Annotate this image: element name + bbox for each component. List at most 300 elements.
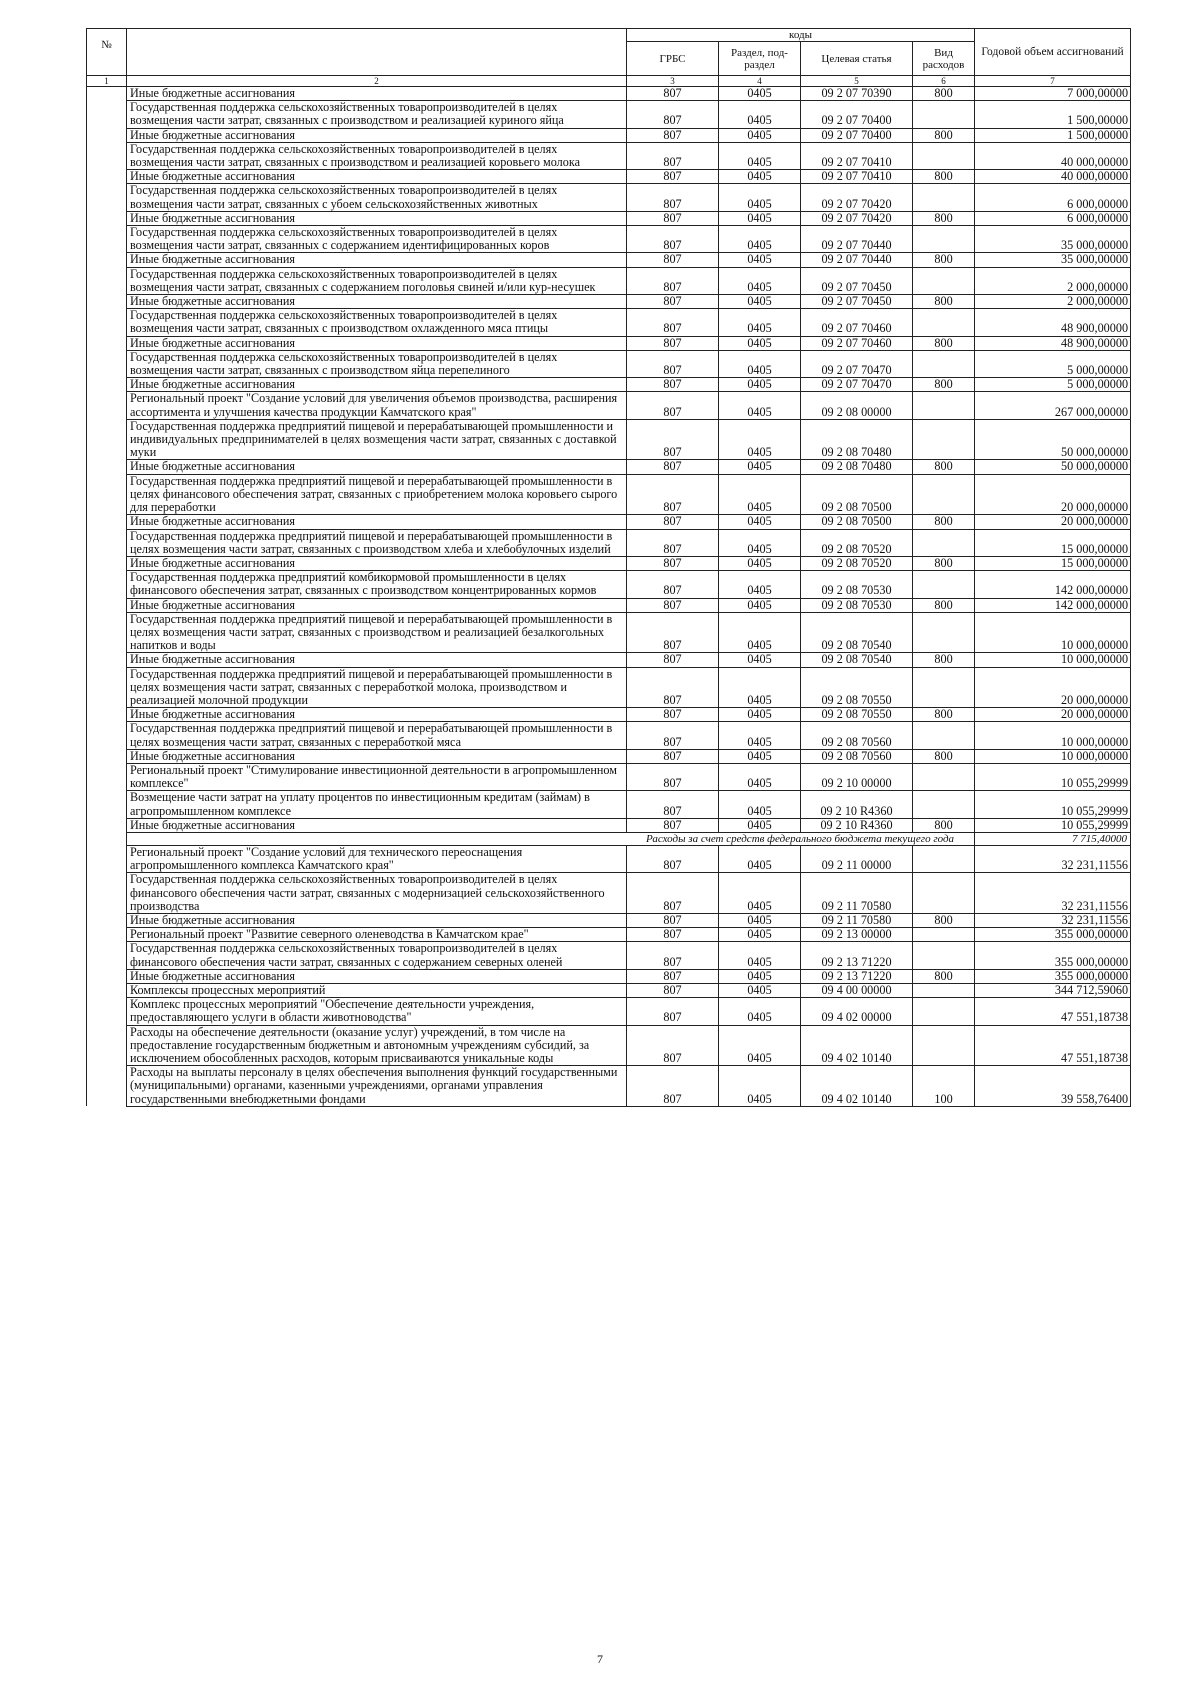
row-name: Иные бюджетные ассигнования	[127, 818, 627, 832]
row-razdel: 0405	[719, 571, 801, 598]
row-grbs: 807	[627, 791, 719, 818]
row-number-cell	[87, 1025, 127, 1066]
row-vid: 800	[913, 128, 975, 142]
row-vid	[913, 1025, 975, 1066]
row-amount: 40 000,00000	[975, 142, 1131, 169]
table-row	[87, 791, 1131, 818]
row-number-cell	[87, 392, 127, 419]
row-amount: 40 000,00000	[975, 170, 1131, 184]
row-amount: 35 000,00000	[975, 226, 1131, 253]
table-row	[87, 128, 1131, 142]
row-name: Иные бюджетные ассигнования	[127, 749, 627, 763]
row-vid	[913, 791, 975, 818]
row-amount: 50 000,00000	[975, 460, 1131, 474]
row-target: 09 2 07 70400	[801, 128, 913, 142]
row-number-cell	[87, 763, 127, 790]
row-name: Государственная поддержка предприятий пищевой и перерабатывающей промышленности в целях возмещения части затрат, связанных с производством хлеба и хлебобулочных изделий	[127, 529, 627, 556]
row-target: 09 2 07 70420	[801, 211, 913, 225]
row-razdel: 0405	[719, 1025, 801, 1066]
table-row	[87, 942, 1131, 969]
row-name: Комплексы процессных мероприятий	[127, 984, 627, 998]
row-name: Государственная поддержка предприятий пищевой и перерабатывающей промышленности в целях возмещения части затрат, связанных с переработкой мяса	[127, 722, 627, 749]
row-number-cell	[87, 942, 127, 969]
row-grbs: 807	[627, 969, 719, 983]
row-number-cell	[87, 556, 127, 570]
row-name: Государственная поддержка предприятий пищевой и перерабатывающей промышленности в целях финансового обеспечения затрат, связанных с приобретением молока коровьего сырого для переработки	[127, 474, 627, 515]
row-razdel: 0405	[719, 101, 801, 128]
column-numbers-row	[87, 76, 1131, 87]
table-row	[87, 474, 1131, 515]
row-name: Иные бюджетные ассигнования	[127, 708, 627, 722]
table-row	[87, 87, 1131, 101]
row-name: Государственная поддержка сельскохозяйственных товаропроизводителей в целях возмещения части затрат, связанных с содержанием поголовья свиней и/или кур-несушек	[127, 267, 627, 294]
row-target: 09 2 08 70480	[801, 460, 913, 474]
row-amount: 355 000,00000	[975, 969, 1131, 983]
row-vid	[913, 474, 975, 515]
row-vid	[913, 763, 975, 790]
table-row	[87, 1066, 1131, 1107]
row-amount: 7 000,00000	[975, 87, 1131, 101]
row-razdel: 0405	[719, 295, 801, 309]
row-number-cell	[87, 211, 127, 225]
row-vid: 800	[913, 515, 975, 529]
row-name: Государственная поддержка сельскохозяйственных товаропроизводителей в целях возмещения части затрат, связанных с производством охлажденного мяса птицы	[127, 309, 627, 336]
row-amount: 1 500,00000	[975, 101, 1131, 128]
row-number-cell	[87, 184, 127, 211]
row-name: Государственная поддержка предприятий пищевой и перерабатывающей промышленности и индивидуальных предпринимателей в целях возмещения части затрат, связанных с доставкой муки	[127, 419, 627, 460]
row-target: 09 2 11 70580	[801, 913, 913, 927]
row-vid	[913, 722, 975, 749]
row-razdel: 0405	[719, 708, 801, 722]
row-grbs: 807	[627, 515, 719, 529]
row-number-cell	[87, 612, 127, 653]
row-target: 09 2 10 00000	[801, 763, 913, 790]
row-grbs: 807	[627, 336, 719, 350]
table-row	[87, 226, 1131, 253]
row-vid	[913, 873, 975, 914]
row-razdel: 0405	[719, 226, 801, 253]
table-row	[87, 571, 1131, 598]
row-target: 09 4 02 10140	[801, 1025, 913, 1066]
row-razdel: 0405	[719, 128, 801, 142]
row-number-cell	[87, 928, 127, 942]
row-razdel: 0405	[719, 598, 801, 612]
row-name: Расходы на обеспечение деятельности (оказание услуг) учреждений, в том числе на предоставление государственным бюджетным и автономным учреждениям субсидий, за исключением обособленных расходов, которым присваиваются уникальные коды	[127, 1025, 627, 1066]
row-amount: 20 000,00000	[975, 708, 1131, 722]
row-target: 09 2 07 70450	[801, 267, 913, 294]
row-razdel: 0405	[719, 392, 801, 419]
row-grbs: 807	[627, 928, 719, 942]
row-razdel: 0405	[719, 556, 801, 570]
row-number-cell	[87, 309, 127, 336]
row-grbs: 807	[627, 170, 719, 184]
colnum-7: 7	[975, 76, 1131, 87]
row-grbs: 807	[627, 942, 719, 969]
row-vid: 800	[913, 378, 975, 392]
row-vid	[913, 942, 975, 969]
row-razdel: 0405	[719, 474, 801, 515]
row-target: 09 2 07 70470	[801, 378, 913, 392]
row-razdel: 0405	[719, 845, 801, 872]
table-row	[87, 998, 1131, 1025]
row-amount: 47 551,18738	[975, 998, 1131, 1025]
row-grbs: 807	[627, 142, 719, 169]
table-row	[87, 378, 1131, 392]
row-number-cell	[87, 653, 127, 667]
row-grbs: 807	[627, 378, 719, 392]
row-vid	[913, 142, 975, 169]
row-razdel: 0405	[719, 529, 801, 556]
row-grbs: 807	[627, 913, 719, 927]
row-name: Возмещение части затрат на уплату процентов по инвестиционным кредитам (займам) в агропромышленном комплексе	[127, 791, 627, 818]
row-grbs: 807	[627, 763, 719, 790]
row-name: Иные бюджетные ассигнования	[127, 128, 627, 142]
table-row	[87, 460, 1131, 474]
row-razdel: 0405	[719, 142, 801, 169]
row-target: 09 2 07 70390	[801, 87, 913, 101]
row-target: 09 2 07 70450	[801, 295, 913, 309]
row-amount: 10 000,00000	[975, 612, 1131, 653]
row-amount: 2 000,00000	[975, 295, 1131, 309]
colnum-2: 2	[127, 76, 627, 87]
row-amount: 48 900,00000	[975, 336, 1131, 350]
row-vid: 800	[913, 708, 975, 722]
row-number-cell	[87, 460, 127, 474]
row-name: Региональный проект "Создание условий для технического переоснащения агропромышленного комплекса Камчатского края"	[127, 845, 627, 872]
row-grbs: 807	[627, 749, 719, 763]
row-name: Иные бюджетные ассигнования	[127, 87, 627, 101]
table-row	[87, 211, 1131, 225]
row-razdel: 0405	[719, 460, 801, 474]
row-target: 09 4 02 10140	[801, 1066, 913, 1107]
header-num: №	[87, 29, 127, 76]
row-vid	[913, 184, 975, 211]
row-amount: 15 000,00000	[975, 529, 1131, 556]
row-amount: 32 231,11556	[975, 845, 1131, 872]
row-grbs: 807	[627, 226, 719, 253]
row-grbs: 807	[627, 818, 719, 832]
row-target: 09 2 08 00000	[801, 392, 913, 419]
row-number-cell	[87, 1066, 127, 1107]
row-target: 09 2 07 70440	[801, 226, 913, 253]
row-number-cell	[87, 378, 127, 392]
table-row	[87, 612, 1131, 653]
row-number-cell	[87, 253, 127, 267]
row-razdel: 0405	[719, 350, 801, 377]
row-razdel: 0405	[719, 1066, 801, 1107]
row-razdel: 0405	[719, 998, 801, 1025]
row-target: 09 2 08 70520	[801, 556, 913, 570]
row-razdel: 0405	[719, 722, 801, 749]
row-number-cell	[87, 749, 127, 763]
row-grbs: 807	[627, 571, 719, 598]
row-target: 09 2 07 70410	[801, 170, 913, 184]
row-target: 09 4 00 00000	[801, 984, 913, 998]
row-grbs: 807	[627, 845, 719, 872]
row-vid: 800	[913, 295, 975, 309]
row-grbs: 807	[627, 653, 719, 667]
row-grbs: 807	[627, 1025, 719, 1066]
colnum-5: 5	[801, 76, 913, 87]
row-grbs: 807	[627, 295, 719, 309]
row-amount: 5 000,00000	[975, 350, 1131, 377]
row-amount: 32 231,11556	[975, 913, 1131, 927]
row-razdel: 0405	[719, 763, 801, 790]
row-number-cell	[87, 708, 127, 722]
row-grbs: 807	[627, 460, 719, 474]
row-vid	[913, 998, 975, 1025]
row-razdel: 0405	[719, 170, 801, 184]
header-codes: коды	[627, 29, 975, 42]
row-target: 09 2 10 R4360	[801, 818, 913, 832]
row-name: Региональный проект "Создание условий для увеличения объемов производства, расширения ассортимента и улучшения качества продукции Камчатского края"	[127, 392, 627, 419]
table-row	[87, 913, 1131, 927]
row-razdel: 0405	[719, 942, 801, 969]
row-razdel: 0405	[719, 87, 801, 101]
row-vid	[913, 845, 975, 872]
row-vid: 800	[913, 818, 975, 832]
budget-table-sheet	[86, 28, 1130, 1107]
row-target: 09 2 08 70530	[801, 571, 913, 598]
row-vid	[913, 392, 975, 419]
row-razdel: 0405	[719, 791, 801, 818]
row-vid	[913, 571, 975, 598]
table-row	[87, 350, 1131, 377]
table-row	[87, 267, 1131, 294]
note-label: Расходы за счет средств федерального бюджета текущего года	[127, 832, 975, 845]
row-name: Иные бюджетные ассигнования	[127, 378, 627, 392]
row-target: 09 2 11 00000	[801, 845, 913, 872]
row-grbs: 807	[627, 128, 719, 142]
row-vid	[913, 226, 975, 253]
row-target: 09 2 08 70500	[801, 515, 913, 529]
row-grbs: 807	[627, 984, 719, 998]
row-amount: 47 551,18738	[975, 1025, 1131, 1066]
row-grbs: 807	[627, 87, 719, 101]
row-vid: 100	[913, 1066, 975, 1107]
row-amount: 15 000,00000	[975, 556, 1131, 570]
row-amount: 6 000,00000	[975, 184, 1131, 211]
row-number-cell	[87, 515, 127, 529]
table-row	[87, 1025, 1131, 1066]
row-number-cell	[87, 571, 127, 598]
row-name: Государственная поддержка сельскохозяйственных товаропроизводителей в целях возмещения части затрат, связанных с производством и реализацией коровьего молока	[127, 142, 627, 169]
row-target: 09 2 07 70440	[801, 253, 913, 267]
row-grbs: 807	[627, 253, 719, 267]
row-name: Иные бюджетные ассигнования	[127, 211, 627, 225]
row-name: Иные бюджетные ассигнования	[127, 556, 627, 570]
table-row	[87, 722, 1131, 749]
row-name: Иные бюджетные ассигнования	[127, 653, 627, 667]
row-razdel: 0405	[719, 419, 801, 460]
row-grbs: 807	[627, 708, 719, 722]
table-row	[87, 515, 1131, 529]
row-vid	[913, 101, 975, 128]
row-target: 09 2 08 70500	[801, 474, 913, 515]
row-razdel: 0405	[719, 818, 801, 832]
table-row	[87, 845, 1131, 872]
row-razdel: 0405	[719, 309, 801, 336]
row-number-cell	[87, 295, 127, 309]
row-grbs: 807	[627, 350, 719, 377]
row-razdel: 0405	[719, 211, 801, 225]
row-razdel: 0405	[719, 336, 801, 350]
header-target: Целевая статья	[801, 42, 913, 76]
row-razdel: 0405	[719, 928, 801, 942]
row-number-cell	[87, 101, 127, 128]
table-row	[87, 101, 1131, 128]
table-row	[87, 556, 1131, 570]
row-amount: 267 000,00000	[975, 392, 1131, 419]
page-number: 7	[597, 1652, 603, 1666]
colnum-4: 4	[719, 76, 801, 87]
row-razdel: 0405	[719, 969, 801, 983]
row-grbs: 807	[627, 309, 719, 336]
row-razdel: 0405	[719, 873, 801, 914]
row-grbs: 807	[627, 184, 719, 211]
row-number-cell	[87, 267, 127, 294]
row-grbs: 807	[627, 267, 719, 294]
row-name: Иные бюджетные ассигнования	[127, 336, 627, 350]
table-row	[87, 419, 1131, 460]
row-vid: 800	[913, 653, 975, 667]
row-number-cell	[87, 791, 127, 818]
row-amount: 32 231,11556	[975, 873, 1131, 914]
row-target: 09 2 10 R4360	[801, 791, 913, 818]
row-amount: 355 000,00000	[975, 928, 1131, 942]
row-number-cell	[87, 832, 127, 845]
row-razdel: 0405	[719, 653, 801, 667]
row-vid: 800	[913, 969, 975, 983]
row-razdel: 0405	[719, 267, 801, 294]
row-number-cell	[87, 419, 127, 460]
row-name: Государственная поддержка предприятий комбикормовой промышленности в целях финансового обеспечения затрат, связанных с производством концентрированных кормов	[127, 571, 627, 598]
row-amount: 10 055,29999	[975, 791, 1131, 818]
row-name: Региональный проект "Стимулирование инвестиционной деятельности в агропромышленном комплексе"	[127, 763, 627, 790]
row-vid: 800	[913, 460, 975, 474]
row-amount: 10 000,00000	[975, 749, 1131, 763]
row-grbs: 807	[627, 211, 719, 225]
table-row	[87, 170, 1131, 184]
header-name	[127, 29, 627, 76]
row-target: 09 2 08 70560	[801, 749, 913, 763]
row-grbs: 807	[627, 474, 719, 515]
row-name: Иные бюджетные ассигнования	[127, 170, 627, 184]
table-body	[87, 87, 1131, 1107]
row-number-cell	[87, 170, 127, 184]
row-number-cell	[87, 128, 127, 142]
row-vid	[913, 267, 975, 294]
row-amount: 10 000,00000	[975, 653, 1131, 667]
row-amount: 39 558,76400	[975, 1066, 1131, 1107]
row-number-cell	[87, 873, 127, 914]
row-razdel: 0405	[719, 184, 801, 211]
budget-allocation-table	[86, 28, 1131, 1107]
header-grbs: ГРБС	[627, 42, 719, 76]
row-vid	[913, 984, 975, 998]
row-number-cell	[87, 142, 127, 169]
row-grbs: 807	[627, 612, 719, 653]
row-amount: 142 000,00000	[975, 571, 1131, 598]
table-row	[87, 295, 1131, 309]
row-razdel: 0405	[719, 612, 801, 653]
row-number-cell	[87, 87, 127, 101]
header-vid: Вид расходов	[913, 42, 975, 76]
table-row	[87, 749, 1131, 763]
row-amount: 1 500,00000	[975, 128, 1131, 142]
table-row	[87, 598, 1131, 612]
row-number-cell	[87, 350, 127, 377]
table-row	[87, 708, 1131, 722]
row-grbs: 807	[627, 419, 719, 460]
colnum-3: 3	[627, 76, 719, 87]
table-row	[87, 763, 1131, 790]
row-vid: 800	[913, 336, 975, 350]
row-target: 09 4 02 00000	[801, 998, 913, 1025]
table-note-row	[87, 832, 1131, 845]
row-target: 09 2 11 70580	[801, 873, 913, 914]
row-number-cell	[87, 845, 127, 872]
row-grbs: 807	[627, 998, 719, 1025]
row-grbs: 807	[627, 392, 719, 419]
colnum-1: 1	[87, 76, 127, 87]
row-vid	[913, 612, 975, 653]
row-target: 09 2 07 70460	[801, 336, 913, 350]
row-grbs: 807	[627, 722, 719, 749]
table-row	[87, 142, 1131, 169]
row-grbs: 807	[627, 529, 719, 556]
row-grbs: 807	[627, 598, 719, 612]
row-vid: 800	[913, 170, 975, 184]
table-row	[87, 392, 1131, 419]
row-razdel: 0405	[719, 984, 801, 998]
row-name: Государственная поддержка сельскохозяйственных товаропроизводителей в целях возмещения части затрат, связанных с убоем сельскохозяйственных животных	[127, 184, 627, 211]
table-row	[87, 336, 1131, 350]
row-amount: 20 000,00000	[975, 474, 1131, 515]
row-vid	[913, 419, 975, 460]
row-target: 09 2 08 70550	[801, 667, 913, 708]
row-name: Комплекс процессных мероприятий "Обеспечение деятельности учреждения, предоставляющего услуги в области животноводства"	[127, 998, 627, 1025]
row-number-cell	[87, 598, 127, 612]
colnum-6: 6	[913, 76, 975, 87]
table-row	[87, 984, 1131, 998]
row-number-cell	[87, 722, 127, 749]
header-razdel: Раздел, под-раздел	[719, 42, 801, 76]
row-name: Государственная поддержка сельскохозяйственных товаропроизводителей в целях финансового обеспечения части затрат, связанных с модернизацией сельскохозяйственного производства	[127, 873, 627, 914]
row-name: Государственная поддержка сельскохозяйственных товаропроизводителей в целях возмещения части затрат, связанных с содержанием идентифицированных коров	[127, 226, 627, 253]
row-name: Расходы на выплаты персоналу в целях обеспечения выполнения функций государственными (муниципальными) органами, казенными учреждениями, органами управления государственными внебюджетными фондами	[127, 1066, 627, 1107]
row-razdel: 0405	[719, 515, 801, 529]
row-number-cell	[87, 226, 127, 253]
row-number-cell	[87, 529, 127, 556]
row-vid: 800	[913, 87, 975, 101]
row-amount: 344 712,59060	[975, 984, 1131, 998]
row-vid: 800	[913, 913, 975, 927]
row-grbs: 807	[627, 1066, 719, 1107]
row-vid	[913, 667, 975, 708]
row-name: Государственная поддержка сельскохозяйственных товаропроизводителей в целях финансового обеспечения части затрат, связанных с содержанием северных оленей	[127, 942, 627, 969]
row-vid: 800	[913, 598, 975, 612]
header-amount: Годовой объем ассигнований	[975, 29, 1131, 76]
table-row	[87, 184, 1131, 211]
row-razdel: 0405	[719, 378, 801, 392]
row-vid: 800	[913, 556, 975, 570]
row-amount: 6 000,00000	[975, 211, 1131, 225]
row-number-cell	[87, 984, 127, 998]
row-target: 09 2 08 70520	[801, 529, 913, 556]
row-name: Иные бюджетные ассигнования	[127, 460, 627, 474]
row-name: Государственная поддержка сельскохозяйственных товаропроизводителей в целях возмещения части затрат, связанных с производством и реализацией куриного яйца	[127, 101, 627, 128]
